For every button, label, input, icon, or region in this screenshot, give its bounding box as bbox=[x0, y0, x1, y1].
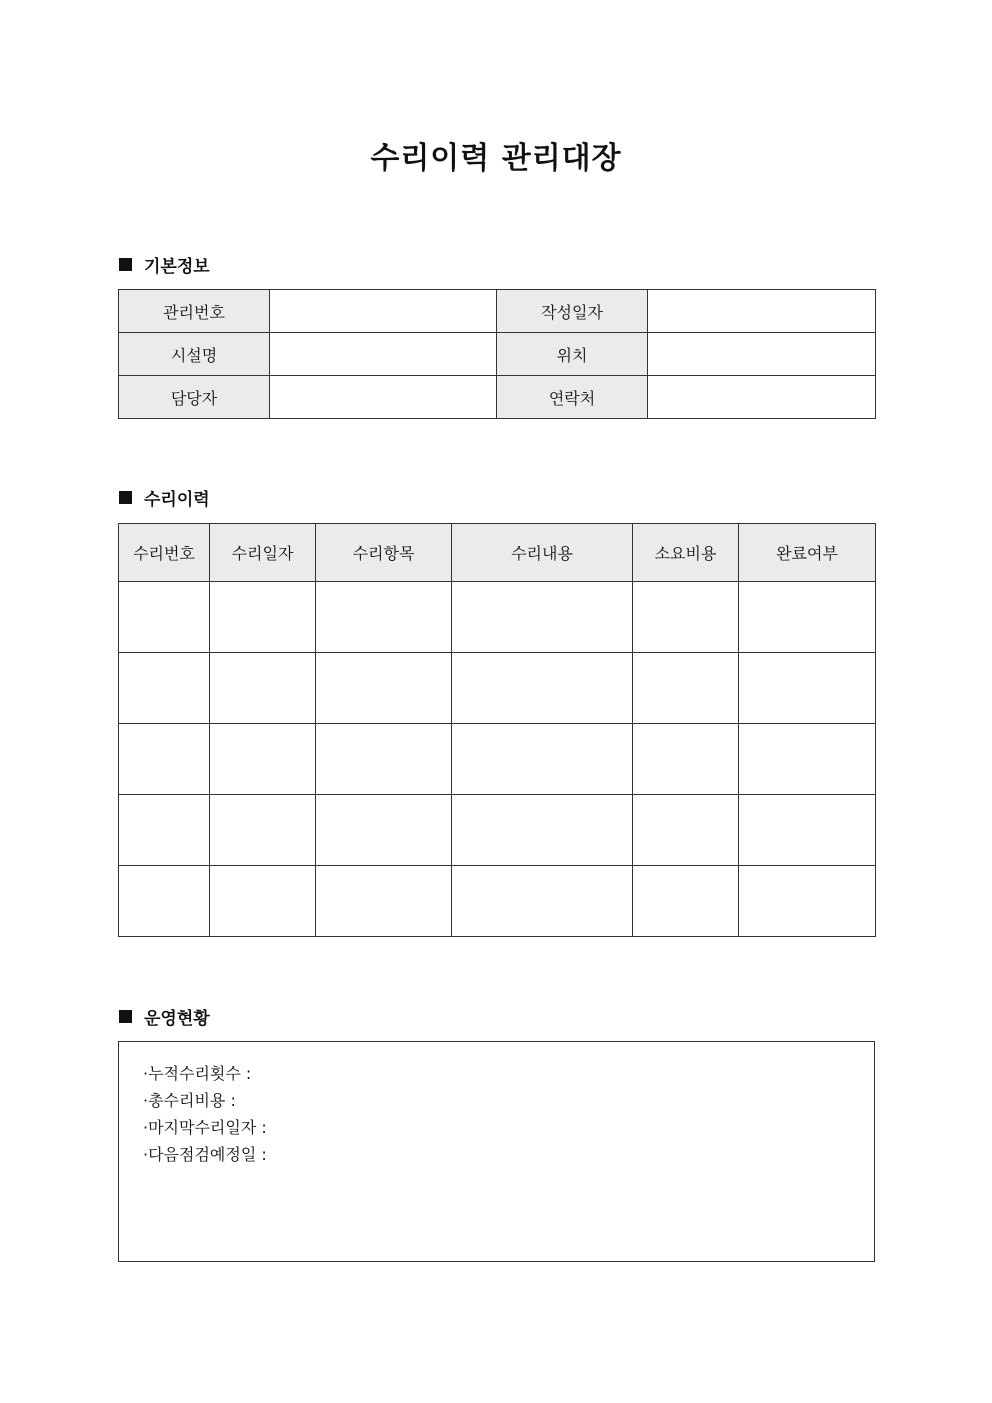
table-cell[interactable] bbox=[316, 724, 452, 795]
operation-status-box[interactable] bbox=[118, 1041, 875, 1262]
field-value-written-date[interactable] bbox=[648, 290, 876, 333]
table-cell[interactable] bbox=[739, 795, 876, 866]
column-header: 소요비용 bbox=[633, 524, 739, 582]
document-title: 수리이력 관리대장 bbox=[370, 141, 622, 176]
field-value-facility-name[interactable] bbox=[270, 333, 497, 376]
column-header: 수리번호 bbox=[119, 524, 210, 582]
table-cell[interactable] bbox=[119, 724, 210, 795]
table-cell[interactable] bbox=[739, 653, 876, 724]
field-value-management-number[interactable] bbox=[270, 290, 497, 333]
status-item-total-repair-count: ·누적수리횟수 : bbox=[143, 1064, 252, 1083]
table-cell[interactable] bbox=[633, 582, 739, 653]
field-value-manager[interactable] bbox=[270, 376, 497, 419]
section-heading-basic-info bbox=[119, 251, 210, 277]
table-cell[interactable] bbox=[119, 582, 210, 653]
table-cell[interactable] bbox=[210, 866, 316, 937]
table-row bbox=[119, 582, 876, 653]
table-cell[interactable] bbox=[316, 795, 452, 866]
column-header: 완료여부 bbox=[739, 524, 876, 582]
column-header: 수리일자 bbox=[210, 524, 316, 582]
table-row bbox=[119, 724, 876, 795]
table-cell[interactable] bbox=[633, 724, 739, 795]
field-label: 시설명 bbox=[119, 333, 270, 376]
table-cell[interactable] bbox=[633, 653, 739, 724]
field-label: 담당자 bbox=[119, 376, 270, 419]
table-cell[interactable] bbox=[452, 653, 633, 724]
square-bullet-icon bbox=[119, 491, 132, 504]
table-cell[interactable] bbox=[452, 724, 633, 795]
table-cell[interactable] bbox=[452, 582, 633, 653]
table-cell[interactable] bbox=[452, 866, 633, 937]
status-item-next-inspection-date: ·다음점검예정일 : bbox=[143, 1145, 267, 1164]
table-row bbox=[119, 653, 876, 724]
table-cell[interactable] bbox=[210, 795, 316, 866]
section-heading-repair-history bbox=[119, 484, 210, 510]
repair-history-table bbox=[118, 523, 876, 937]
table-row bbox=[119, 866, 876, 937]
column-header: 수리내용 bbox=[452, 524, 633, 582]
field-label: 관리번호 bbox=[119, 290, 270, 333]
table-row bbox=[119, 795, 876, 866]
table-cell[interactable] bbox=[119, 795, 210, 866]
table-cell[interactable] bbox=[739, 582, 876, 653]
field-value-location[interactable] bbox=[648, 333, 876, 376]
table-cell[interactable] bbox=[316, 866, 452, 937]
table-row bbox=[119, 333, 876, 376]
table-cell[interactable] bbox=[210, 582, 316, 653]
field-value-contact[interactable] bbox=[648, 376, 876, 419]
table-cell[interactable] bbox=[119, 653, 210, 724]
field-label: 작성일자 bbox=[497, 290, 648, 333]
table-cell[interactable] bbox=[739, 724, 876, 795]
section-heading-operation-status bbox=[119, 1003, 210, 1029]
table-cell[interactable] bbox=[633, 866, 739, 937]
table-cell[interactable] bbox=[452, 795, 633, 866]
section-heading-label: 운영현황 bbox=[144, 1008, 210, 1029]
table-cell[interactable] bbox=[119, 866, 210, 937]
table-cell[interactable] bbox=[633, 795, 739, 866]
table-cell[interactable] bbox=[316, 582, 452, 653]
square-bullet-icon bbox=[119, 1010, 132, 1023]
status-item-total-repair-cost: ·총수리비용 : bbox=[143, 1091, 236, 1110]
table-row bbox=[119, 290, 876, 333]
section-heading-label: 기본정보 bbox=[144, 256, 210, 277]
status-item-last-repair-date: ·마지막수리일자 : bbox=[143, 1118, 267, 1137]
field-label: 연락처 bbox=[497, 376, 648, 419]
square-bullet-icon bbox=[119, 258, 132, 271]
table-row bbox=[119, 376, 876, 419]
basic-info-table bbox=[118, 289, 876, 419]
field-label: 위치 bbox=[497, 333, 648, 376]
column-header: 수리항목 bbox=[316, 524, 452, 582]
table-cell[interactable] bbox=[210, 653, 316, 724]
section-heading-label: 수리이력 bbox=[144, 489, 210, 510]
table-header-row bbox=[119, 524, 876, 582]
table-cell[interactable] bbox=[210, 724, 316, 795]
table-cell[interactable] bbox=[316, 653, 452, 724]
table-cell[interactable] bbox=[739, 866, 876, 937]
operation-status-list bbox=[119, 1042, 874, 1168]
